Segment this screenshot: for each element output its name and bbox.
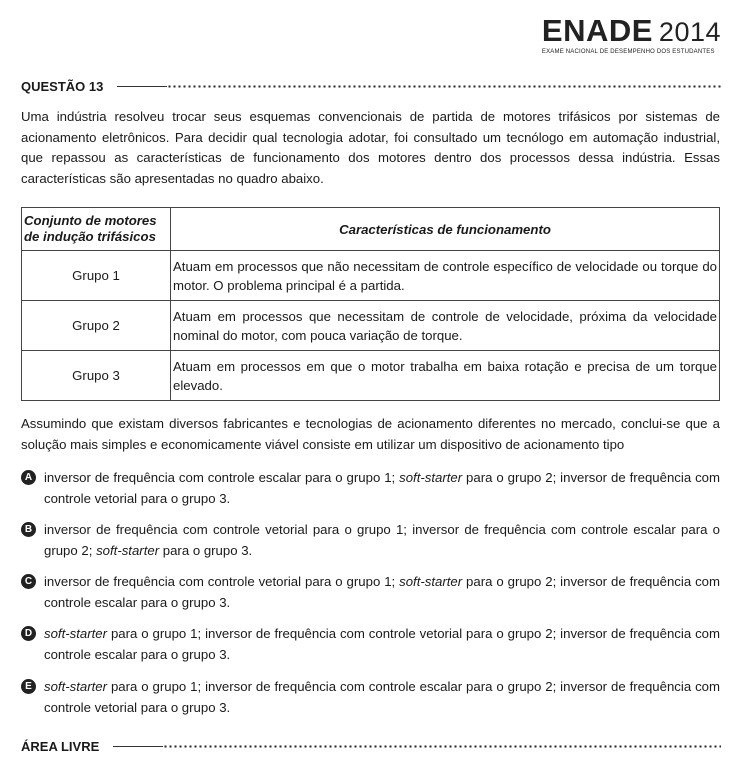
option-letter-badge: A <box>21 470 36 485</box>
table-header-row <box>22 208 720 251</box>
option-letter-badge: D <box>21 626 36 641</box>
question-heading <box>21 79 721 94</box>
table-cell-group: Grupo 2 <box>22 301 171 351</box>
question-intro: Uma indústria resolveu trocar seus esquemas convencionais de partida de motores trifásicos por sistemas de acionamento eletrônicos. Para decidir qual tecnologia adotar, foi consultado um tecnólogo em automação industrial, que repassou as características de funcionamento dos motores dentro dos processos dessa indústria. Essas características são apresentadas no quadro abaixo. <box>21 109 720 186</box>
option-letter-badge: B <box>21 522 36 537</box>
table-cell-description: Atuam em processos em que o motor trabalha em baixa rotação e precisa de um torque elevado. <box>171 351 720 401</box>
free-area-heading <box>21 739 721 754</box>
table-row <box>22 351 720 401</box>
table-cell-description: Atuam em processos que necessitam de controle de velocidade, próxima da velocidade nominal do motor, com pouca variação de torque. <box>171 301 720 351</box>
table-cell-group: Grupo 3 <box>22 351 171 401</box>
option-e[interactable]: E soft-starter para o grupo 1; inversor de frequência com controle escalar para o grupo 2; inversor de frequência com controle vetorial para o grupo 3. <box>21 677 720 718</box>
enade-logo <box>542 14 721 55</box>
table-row <box>22 301 720 351</box>
free-area-label: ÁREA LIVRE <box>21 739 100 754</box>
logo-word: ENADE <box>541 13 653 48</box>
option-letter-badge: C <box>21 574 36 589</box>
option-b[interactable]: B inversor de frequência com controle vetorial para o grupo 1; inversor de frequência com controle escalar para o grupo 2; soft-starter para o grupo 3. <box>21 520 720 561</box>
table-header-motors: Conjunto de motores de indução trifásicos <box>22 208 171 251</box>
heading-rule <box>117 84 721 90</box>
option-letter-badge: E <box>21 679 36 694</box>
table-cell-description: Atuam em processos que não necessitam de controle específico de velocidade ou torque do motor. O problema principal é a partida. <box>171 251 720 301</box>
question-stem: Assumindo que existam diversos fabricantes e tecnologias de acionamento diferentes no mercado, conclui-se que a solução mais simples e economicamente viável consiste em utilizar um dispositivo de acionamento tipo <box>21 416 720 452</box>
option-c[interactable]: C inversor de frequência com controle vetorial para o grupo 1; soft-starter para o grupo 2; inversor de frequência com controle escalar para o grupo 3. <box>21 572 720 613</box>
table-row <box>22 251 720 301</box>
characteristics-table <box>21 207 720 401</box>
table-cell-group: Grupo 1 <box>22 251 171 301</box>
option-d[interactable]: D soft-starter para o grupo 1; inversor de frequência com controle vetorial para o grupo 2; inversor de frequência com controle escalar para o grupo 3. <box>21 624 720 665</box>
logo-subtitle: EXAME NACIONAL DE DESEMPENHO DOS ESTUDANTES <box>541 49 715 55</box>
logo-year: 2014 <box>658 17 721 47</box>
question-label: QUESTÃO 13 <box>21 79 104 94</box>
option-a[interactable]: A inversor de frequência com controle escalar para o grupo 1; soft-starter para o grupo 2; inversor de frequência com controle vetorial para o grupo 3. <box>21 468 720 509</box>
table-header-characteristics: Características de funcionamento <box>171 208 720 251</box>
heading-rule <box>113 744 721 750</box>
